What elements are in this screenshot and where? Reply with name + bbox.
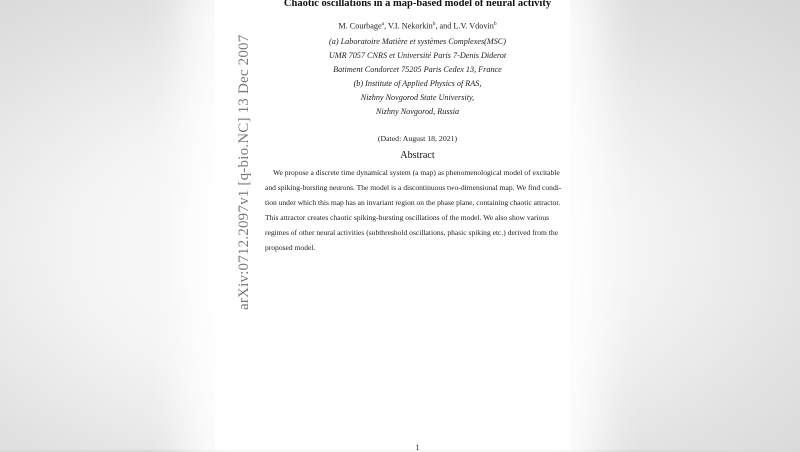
- abstract-line: This attractor creates chaotic spiking-bursting oscillations of the model. We also show various: [265, 213, 550, 223]
- affiliation-mark: a: [381, 21, 385, 27]
- author-conjunction: and: [439, 21, 452, 31]
- paper-title: Chaotic oscillations in a map-based model of neural activity: [283, 0, 552, 9]
- author-name: M. Courbage: [338, 21, 382, 31]
- author-name: L.V. Vdovin: [453, 21, 494, 31]
- affiliation-line: Batiment Condorcet 75205 Paris Cedex 13, France: [333, 65, 502, 74]
- affiliation-line: UMR 7057 CNRS et Université Paris 7-Denis Diderot: [328, 51, 507, 60]
- affiliation-line: (a) Laboratoire Matière et systèmes Complexes(MSC): [329, 37, 506, 46]
- abstract-line: regimes of other neural activities (subthreshold oscillations, phasic spiking etc.) derived from the: [265, 228, 558, 238]
- author-name: V.I. Nekorkin: [388, 21, 433, 31]
- page-number: 1: [415, 443, 420, 452]
- affiliation-line: Nizhny Novgorod State University,: [360, 93, 475, 102]
- affiliation-mark: b: [493, 21, 497, 27]
- affiliation-line: (b) Institute of Applied Physics of RAS,: [353, 79, 482, 88]
- abstract-line: We propose a discrete time dynamical system (a map) as phenomenological model of excitable: [273, 168, 560, 177]
- affiliation-mark: b: [432, 21, 436, 27]
- abstract-line: proposed model.: [265, 243, 316, 253]
- abstract-heading: Abstract: [400, 150, 435, 161]
- abstract-line: tion under which this map has an invariant region on the phase plane, containing chaotic attractor.: [265, 198, 561, 208]
- abstract-body: [265, 165, 568, 256]
- author-list: M. Courbage$^a$, V.I. Nekorkin$^b$, and L.V. Vdovin$^b$: [338, 21, 497, 31]
- affiliation-line: Nizhny Novgorod, Russia: [375, 107, 460, 116]
- abstract-line: and spiking-bursting neurons. The model is a discontinuous two-dimensional map. We find condi-: [265, 183, 562, 193]
- date-line: (Dated: August 18, 2021): [377, 134, 458, 143]
- arxiv-stamp: arXiv:0712.2097v1 [q-bio.NC] 13 Dec 2007: [236, 34, 252, 310]
